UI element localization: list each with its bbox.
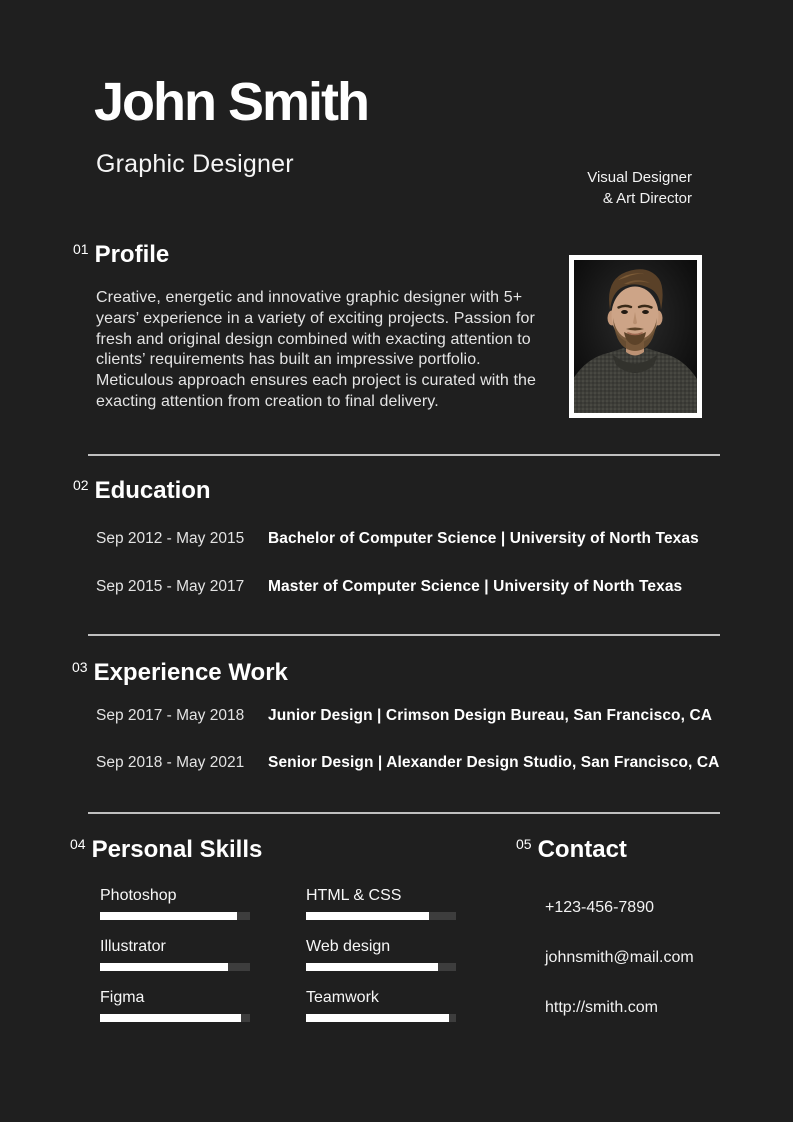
contact-email: johnsmith@mail.com <box>545 949 694 966</box>
experience-item <box>96 754 719 772</box>
skill-item <box>306 988 456 1022</box>
portrait-photo <box>569 255 702 418</box>
skill-label: Web design <box>306 938 391 955</box>
person-name: John Smith <box>94 72 368 132</box>
skill-bar-fill <box>100 963 228 971</box>
experience-dates: Sep 2018 - May 2021 <box>96 754 245 771</box>
skills-section-heading <box>70 836 262 863</box>
skills-section-title: Personal Skills <box>91 836 263 863</box>
education-description: Master of Computer Science | University of North Texas <box>268 578 683 595</box>
experience-section-title: Experience Work <box>93 659 288 686</box>
person-role: Graphic Designer <box>96 150 294 178</box>
education-dates: Sep 2012 - May 2015 <box>96 530 245 547</box>
skill-label: Figma <box>100 989 145 1006</box>
skills-section-number: 04 <box>70 836 86 852</box>
education-section-number: 02 <box>73 477 89 493</box>
education-item <box>96 530 699 548</box>
skill-item <box>306 886 456 920</box>
contact-list <box>545 899 694 1049</box>
skill-item <box>306 937 456 971</box>
contact-phone: +123-456-7890 <box>545 899 654 916</box>
profile-summary: Creative, energetic and innovative graphic designer with 5+ years’ experience in a variety of exciting projects. Passion for fresh and original design combined with exacting attention to clients’ requirements has built an impressive portfolio. Meticulous approach ensures each project is curated with the exacting attention from creation to final delivery. <box>96 289 537 410</box>
education-section-title: Education <box>94 477 211 504</box>
skill-bar-fill <box>306 1014 449 1022</box>
experience-description: Junior Design | Crimson Design Bureau, San Francisco, CA <box>268 707 713 724</box>
skill-item <box>100 886 250 920</box>
experience-item <box>96 707 712 725</box>
tagline-line-2: & Art Director <box>602 190 692 207</box>
profile-section-heading <box>73 241 169 268</box>
contact-section-title: Contact <box>537 836 627 863</box>
contact-section-heading <box>516 836 627 863</box>
section-divider <box>88 454 720 456</box>
profile-section-title: Profile <box>94 241 170 268</box>
skill-label: Photoshop <box>100 887 177 904</box>
skill-bar-track <box>100 1014 250 1022</box>
experience-description: Senior Design | Alexander Design Studio, San Francisco, CA <box>268 754 720 771</box>
experience-section-number: 03 <box>72 659 88 675</box>
skill-bar-track <box>100 963 250 971</box>
skill-bar-track <box>100 912 250 920</box>
skill-label: HTML & CSS <box>306 887 402 904</box>
skill-bar-fill <box>306 963 438 971</box>
contact-website: http://smith.com <box>545 999 658 1016</box>
education-description: Bachelor of Computer Science | University of North Texas <box>268 530 699 547</box>
skill-bar-track <box>306 1014 456 1022</box>
education-item <box>96 578 682 596</box>
skill-bar-fill <box>100 912 237 920</box>
skill-bar-track <box>306 912 456 920</box>
skill-item <box>100 937 250 971</box>
tagline-line-1: Visual Designer <box>587 169 692 186</box>
skill-bar-track <box>306 963 456 971</box>
skill-bar-fill <box>306 912 429 920</box>
tagline <box>587 167 692 209</box>
skill-item <box>100 988 250 1022</box>
skills-grid <box>100 886 456 1022</box>
education-section-heading <box>73 477 211 504</box>
profile-section-number: 01 <box>73 241 89 257</box>
skill-label: Illustrator <box>100 938 166 955</box>
education-dates: Sep 2015 - May 2017 <box>96 578 245 595</box>
section-divider <box>88 812 720 814</box>
portrait-photo-illustration <box>574 260 697 413</box>
skill-label: Teamwork <box>306 989 379 1006</box>
contact-section-number: 05 <box>516 836 532 852</box>
skill-bar-fill <box>100 1014 241 1022</box>
experience-dates: Sep 2017 - May 2018 <box>96 707 245 724</box>
section-divider <box>88 634 720 636</box>
experience-section-heading <box>72 659 288 686</box>
